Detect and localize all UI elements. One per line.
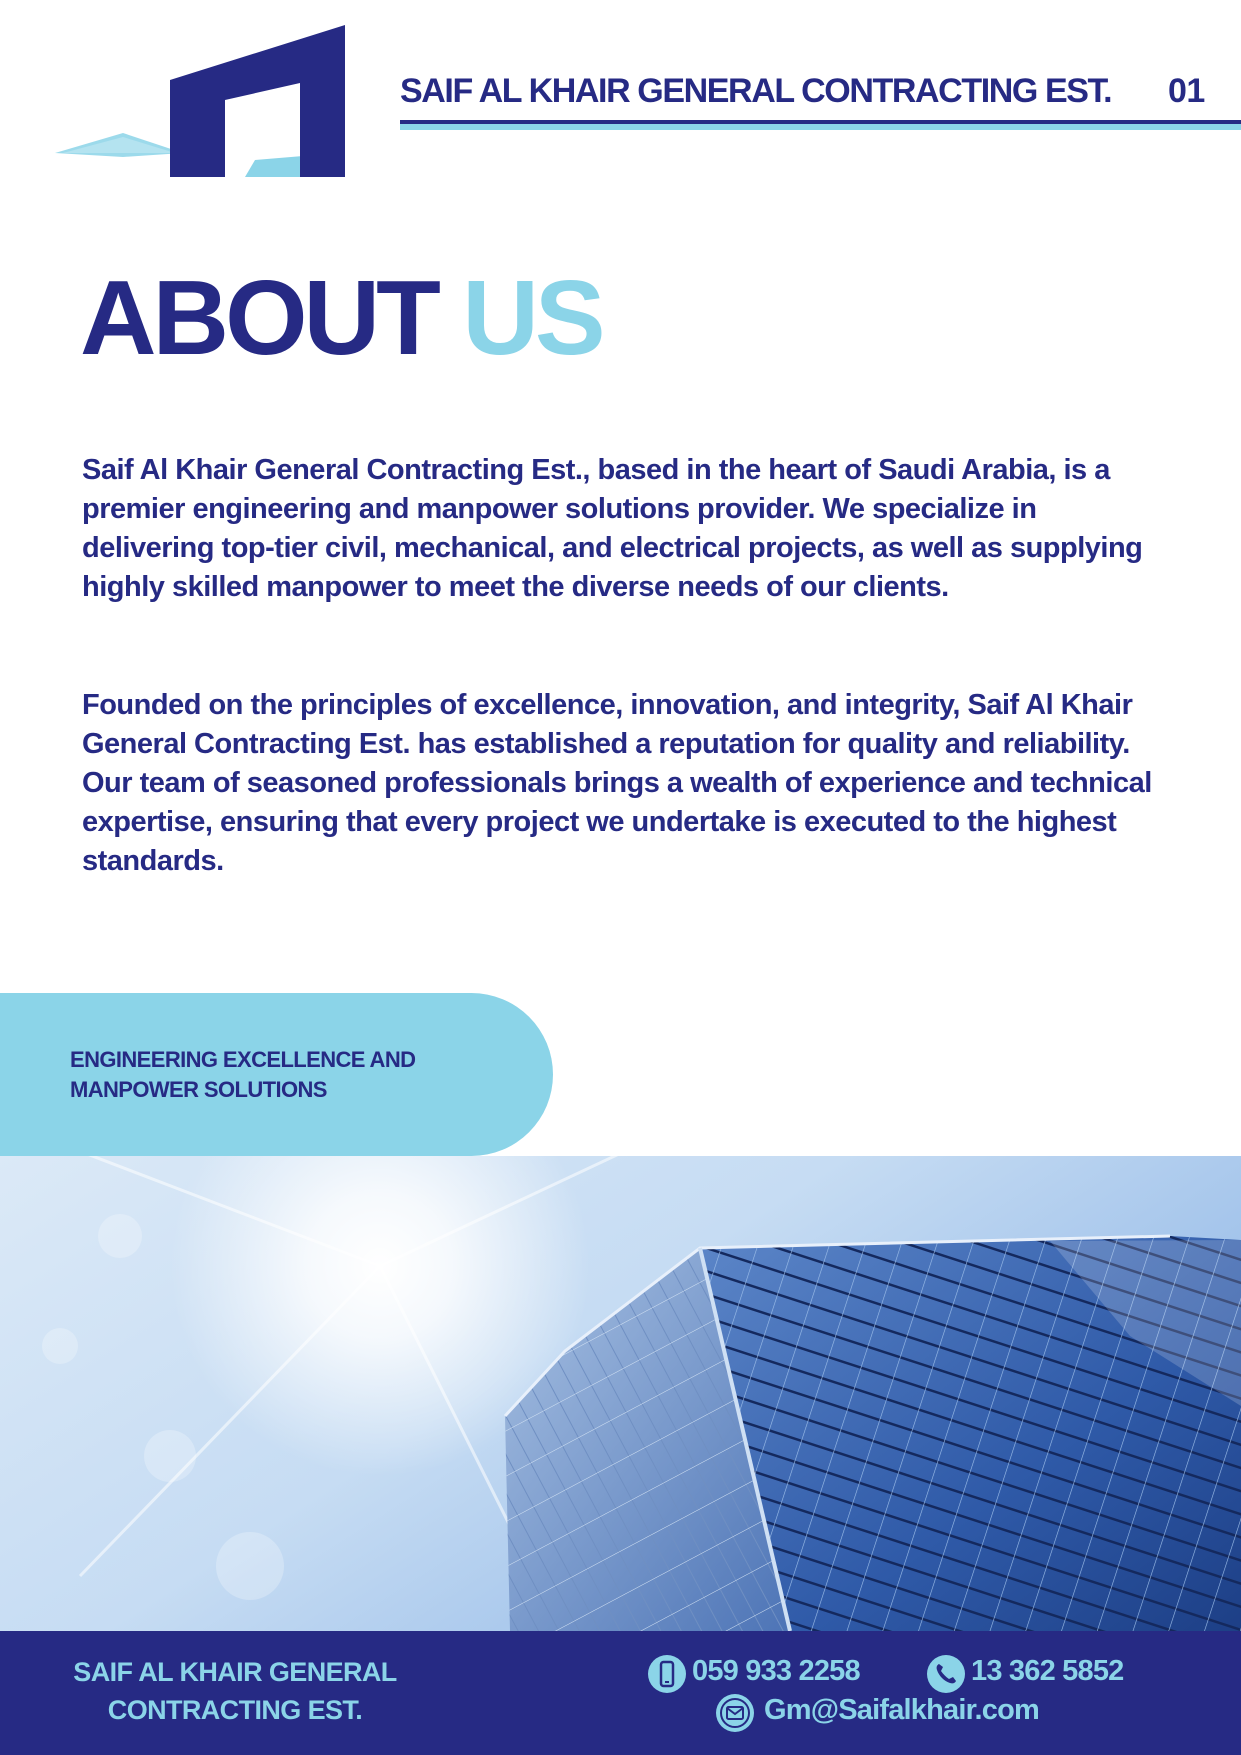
tagline-line-2: MANPOWER SOLUTIONS [70,1077,327,1102]
footer-company-line-1: SAIF AL KHAIR GENERAL [73,1657,397,1687]
about-paragraph-1: Saif Al Khair General Contracting Est., based in the heart of Saudi Arabia, is a premier engineering and manpower solutions provider. We specialize in delivering top-tier civil, mechanical, and electrical projects, as well as supplying highly skilled manpower to meet the diverse needs of our clients. [82,454,1143,603]
phone-icon [927,1655,965,1693]
footer-email[interactable]: Gm@Saifalkhair.com [764,1694,1039,1726]
footer-company-line-2: CONTRACTING EST. [107,1695,363,1725]
footer-mobile-number[interactable]: 059 933 2258 [692,1655,860,1687]
tagline-text [70,1045,510,1105]
about-paragraph-2: Founded on the principles of excellence, innovation, and integrity, Saif Al Khair General Contracting Est. has established a reputation for quality and reliability. Our team of seasoned professionals brings a wealth of experience and technical expertise, ensuring that every project we undertake is executed to the highest standards. [82,689,1152,877]
header-rule-light [400,124,1241,130]
heading-word-us: US [462,259,602,377]
tagline-line-1: ENGINEERING EXCELLENCE AND [70,1047,416,1072]
email-icon [716,1694,754,1732]
company-logo [55,25,345,177]
header-company-title: SAIF AL KHAIR GENERAL CONTRACTING EST. [400,72,1112,110]
footer-phone-number[interactable]: 13 362 5852 [971,1655,1124,1687]
page-number: 01 [1168,72,1205,110]
mobile-phone-icon [648,1655,686,1693]
about-us-heading [80,258,602,378]
heading-word-about: ABOUT [80,259,437,377]
footer-company-name [40,1653,430,1729]
building-photo [0,1156,1241,1631]
